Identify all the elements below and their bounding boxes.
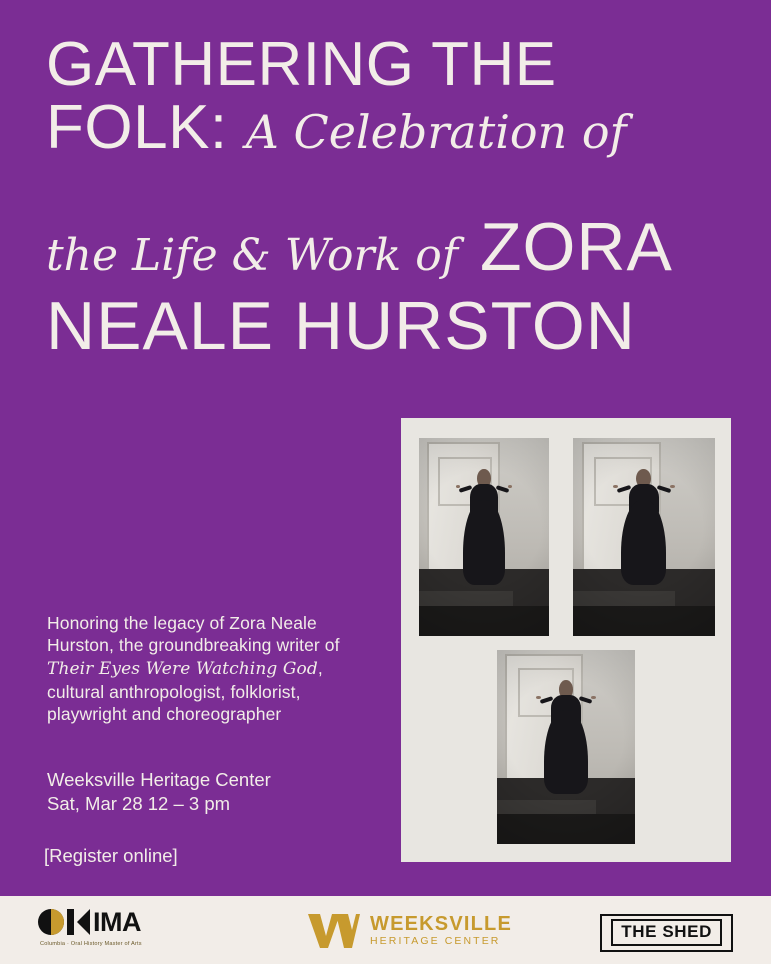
body-copy-part-1: Honoring the legacy of Zora Neale Hurston, the groundbreaking writer of: [47, 613, 340, 656]
logo-oral-history-mark: [38, 906, 141, 938]
circle-icon: [38, 909, 64, 935]
register-link[interactable]: [Register online]: [44, 845, 178, 866]
headline-celebration: A Celebration of: [245, 105, 627, 160]
event-details: [47, 768, 271, 815]
logo-the-shed-text: THE SHED: [611, 919, 722, 946]
event-datetime: Sat, Mar 28 12 – 3 pm: [47, 792, 231, 814]
logo-oral-history-ima[interactable]: [38, 906, 142, 947]
triangle-icon: [77, 909, 90, 935]
logo-weeksville[interactable]: [306, 910, 512, 950]
book-title: Their Eyes Were Watching God: [47, 658, 318, 679]
photo-1: [419, 438, 549, 636]
headline-lifework: the Life & Work of: [46, 230, 458, 282]
weeksville-text-block: [370, 914, 512, 947]
logo-oral-history-wordmark: IMA: [93, 907, 141, 937]
bar-icon: [67, 909, 74, 935]
headline-folk: FOLK:: [46, 93, 228, 163]
headline-line-2: [46, 93, 736, 163]
logo-weeksville-name: WEEKSVILLE: [370, 912, 513, 935]
headline-line-1: GATHERING THE: [46, 30, 557, 99]
body-copy-part-2: , cultural anthropologist, folklorist, playwright and choreographer: [47, 657, 323, 724]
headline-zora: ZORA: [479, 209, 673, 286]
poster-headline: [46, 30, 736, 365]
logo-oral-history-subtitle: Columbia · Oral History Master of Arts: [40, 941, 142, 947]
photo-1-vignette: [419, 438, 549, 636]
photo-2-vignette: [573, 438, 715, 636]
logo-the-shed[interactable]: [600, 914, 733, 952]
weeksville-w-icon: [306, 910, 360, 950]
photo-collage-card: [401, 418, 731, 862]
event-venue: Weeksville Heritage Center: [47, 769, 271, 790]
photo-3-vignette: [497, 650, 635, 844]
logo-weeksville-sub: HERITAGE CENTER: [370, 934, 501, 947]
body-copy: [47, 612, 347, 725]
headline-line-3: [46, 208, 736, 286]
headline-line-4: NEALE HURSTON: [46, 288, 636, 365]
photo-3: [497, 650, 635, 844]
photo-2: [573, 438, 715, 636]
footer-logo-bar: [0, 896, 771, 964]
